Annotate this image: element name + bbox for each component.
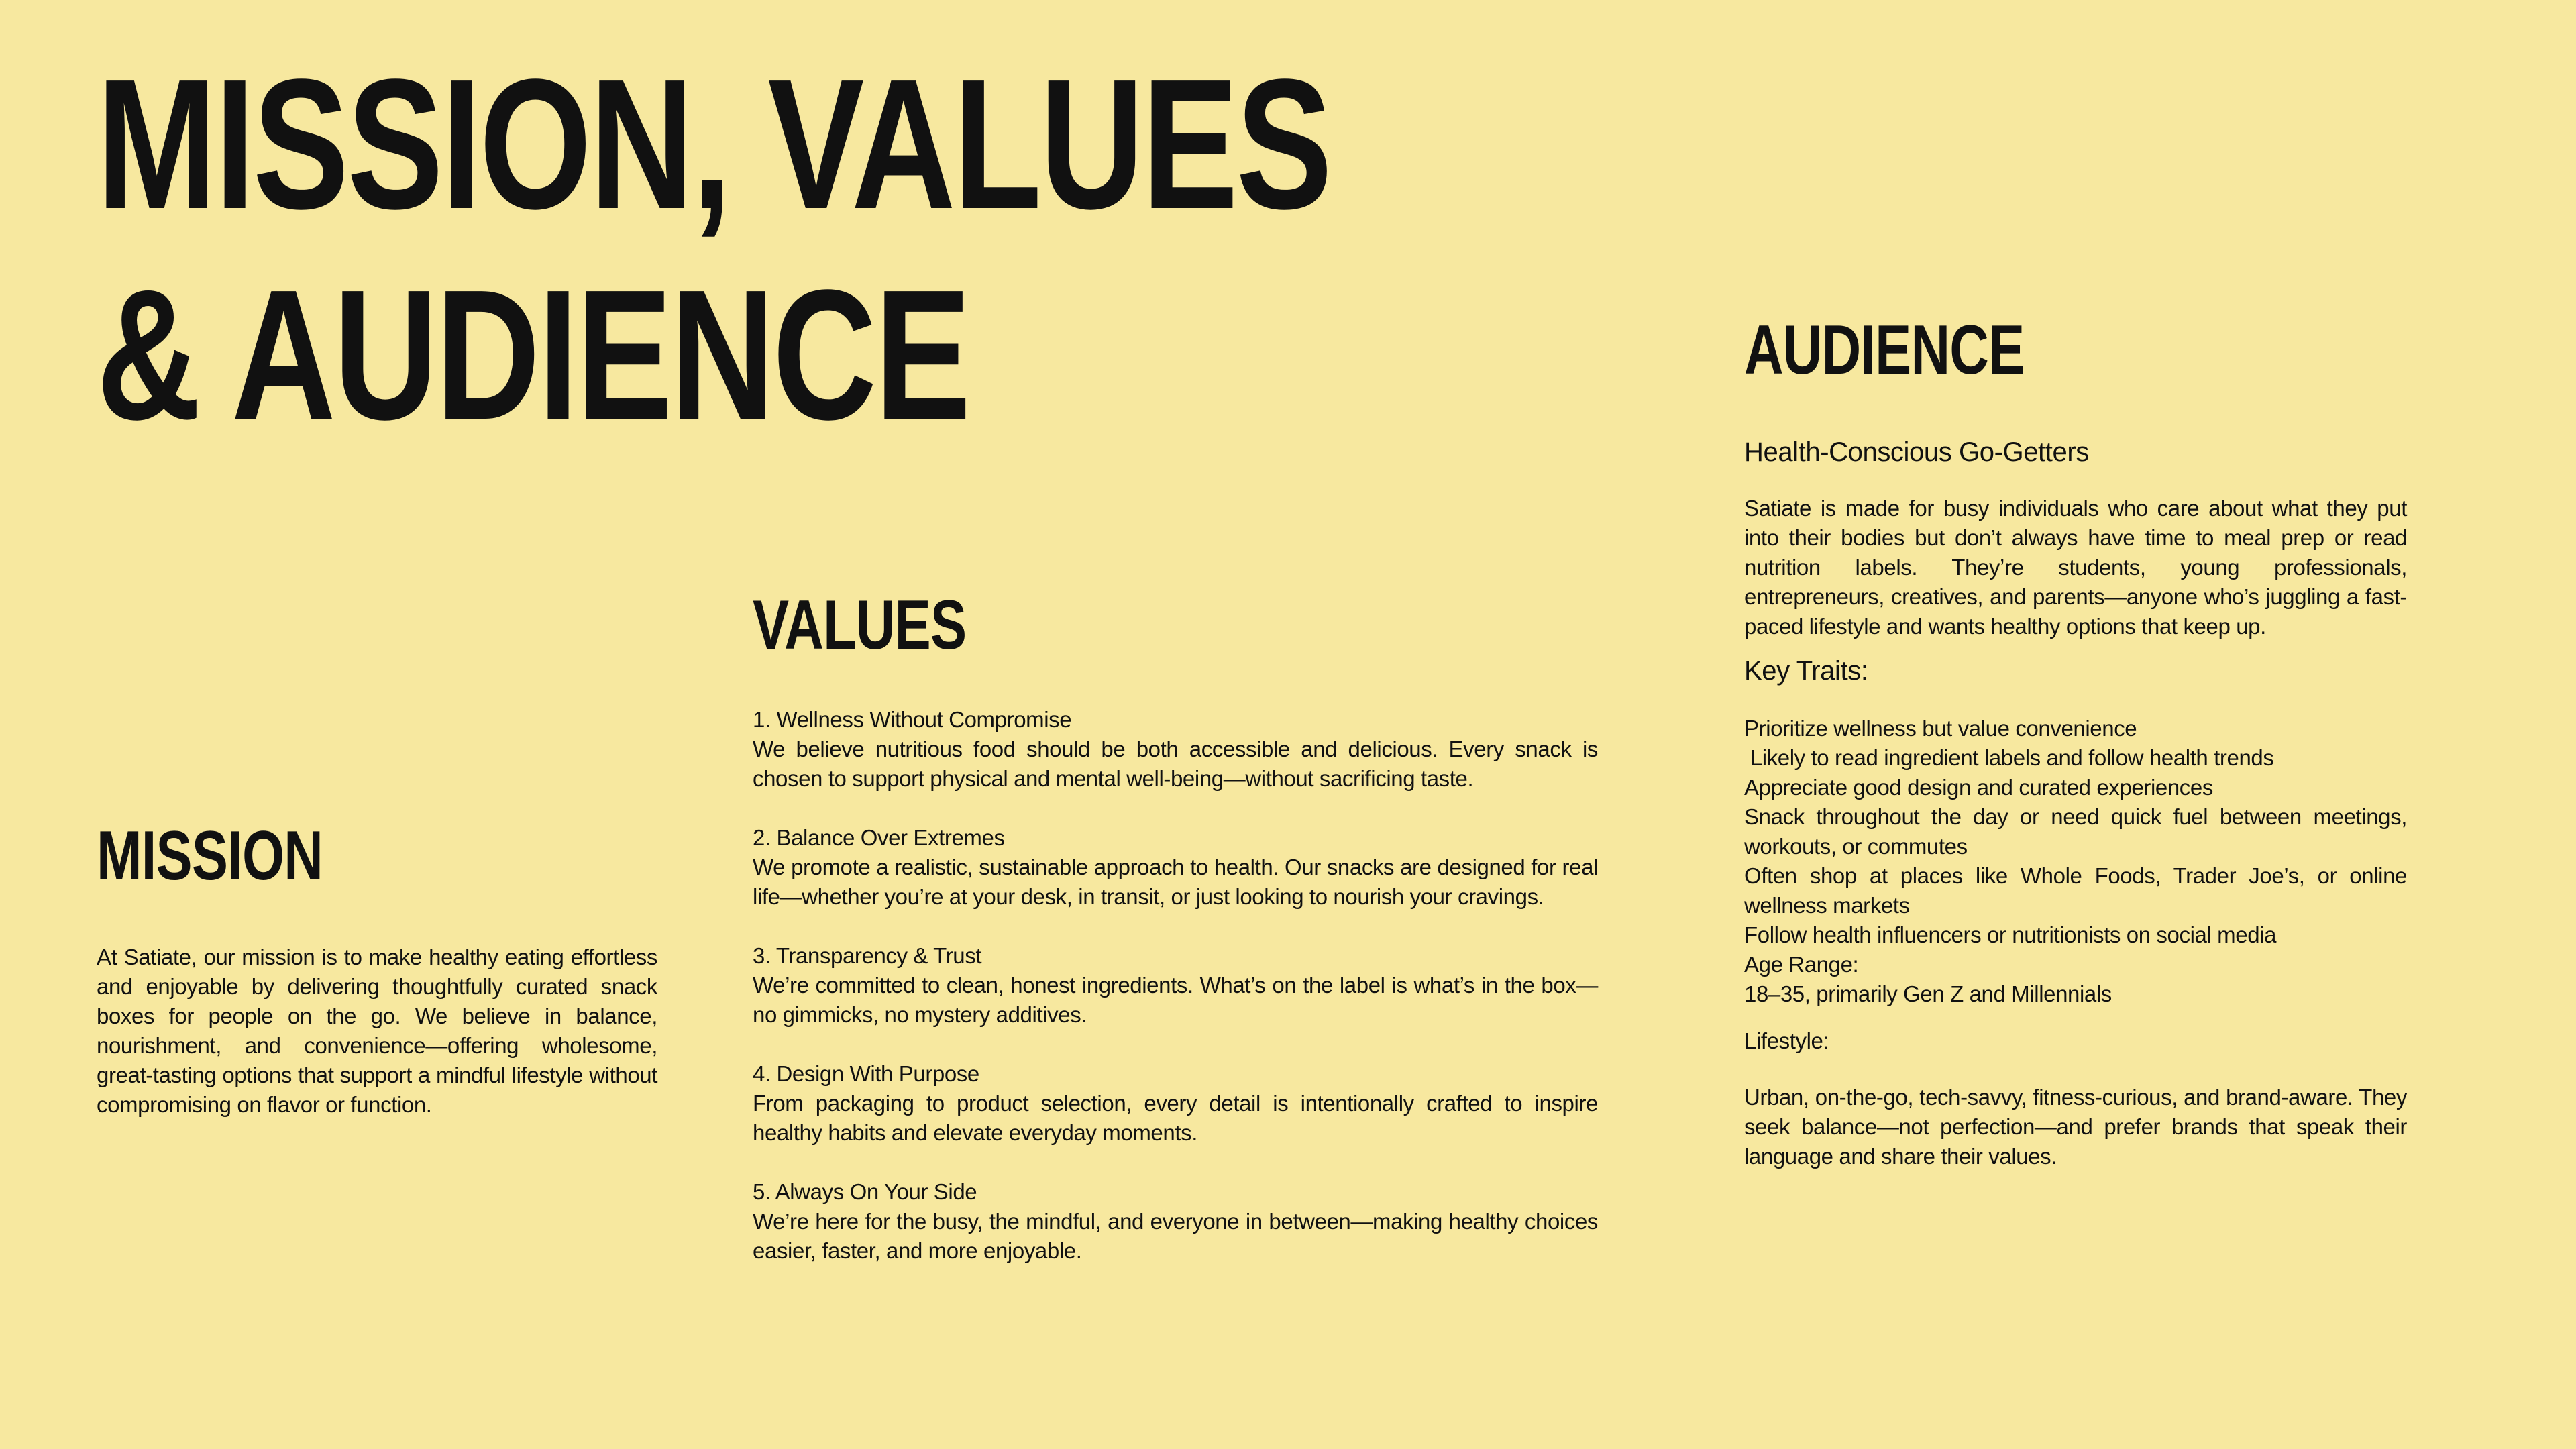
value-description: We believe nutritious food should be both accessible and delicious. Every snack is chosen to support physical and mental well-being—without sacrificing taste. (753, 737, 1598, 791)
lifestyle-text: Urban, on-the-go, tech-savvy, fitness-curious, and brand-aware. They seek balance—not perfection—and prefer brands that speak their language and share their values. (1744, 1085, 2407, 1169)
key-traits-label: Key Traits: (1744, 656, 1868, 686)
value-title: 2. Balance Over Extremes (753, 825, 1005, 850)
mission-text: At Satiate, our mission is to make healthy eating effortless and enjoyable by delivering thoughtfully curated snack boxes for people on the go. We believe in balance, nourishment, and convenience—offering wholesome, great-tasting options that support a mindful lifestyle without compromising on flavor or function. (97, 945, 657, 1117)
list-item: Follow health influencers or nutritionists on social media (1744, 922, 2277, 947)
list-item: Snack throughout the day or need quick fuel between meetings, workouts, or commutes (1744, 804, 2407, 859)
list-item: Prioritize wellness but value convenience (1744, 716, 2137, 741)
value-description: We promote a realistic, sustainable approach to health. Our snacks are designed for real life—whether you’re at your desk, in transit, or just looking to nourish your cravings. (753, 855, 1598, 909)
value-description: From packaging to product selection, every detail is intentionally crafted to inspire healthy habits and elevate everyday moments. (753, 1091, 1598, 1145)
value-item (753, 823, 1598, 912)
mission-heading: MISSION (97, 817, 323, 895)
list-item: Likely to read ingredient labels and follow health trends (1744, 745, 2274, 770)
age-range-label: Age Range: (1744, 952, 1859, 977)
value-item (753, 1177, 1598, 1266)
audience-heading: AUDIENCE (1744, 311, 2025, 389)
value-title: 1. Wellness Without Compromise (753, 707, 1072, 732)
page-title-line-2: & AUDIENCE (97, 252, 969, 458)
value-description: We’re committed to clean, honest ingredients. What’s on the label is what’s in the box—no gimmicks, no mystery additives. (753, 973, 1598, 1027)
list-item: Appreciate good design and curated experiences (1744, 775, 2213, 800)
values-list (753, 705, 1598, 1266)
mission-section (97, 943, 657, 1120)
page-title (97, 39, 1330, 460)
key-traits-list (1744, 714, 2407, 950)
value-item (753, 941, 1598, 1030)
values-heading: VALUES (753, 586, 967, 664)
value-title: 5. Always On Your Side (753, 1179, 977, 1204)
age-range-value: 18–35, primarily Gen Z and Millennials (1744, 981, 2112, 1006)
value-title: 4. Design With Purpose (753, 1061, 979, 1086)
list-item: Often shop at places like Whole Foods, Trader Joe’s, or online wellness markets (1744, 863, 2407, 918)
value-item (753, 705, 1598, 794)
page-title-line-1: MISSION, VALUES (97, 41, 1331, 248)
value-item (753, 1059, 1598, 1148)
audience-intro: Satiate is made for busy individuals who care about what they put into their bodies but don’t always have time to meal prep or read nutrition labels. They’re students, young professionals, entrepreneurs, creatives, and parents—anyone who’s juggling a fast-paced lifestyle and wants healthy options that keep up. (1744, 496, 2407, 639)
value-title: 3. Transparency & Trust (753, 943, 982, 968)
audience-subheading: Health-Conscious Go-Getters (1744, 437, 2089, 467)
value-description: We’re here for the busy, the mindful, and everyone in between—making healthy choices easier, faster, and more enjoyable. (753, 1209, 1598, 1263)
lifestyle-label: Lifestyle: (1744, 1028, 1829, 1053)
audience-section (1744, 436, 2407, 1171)
